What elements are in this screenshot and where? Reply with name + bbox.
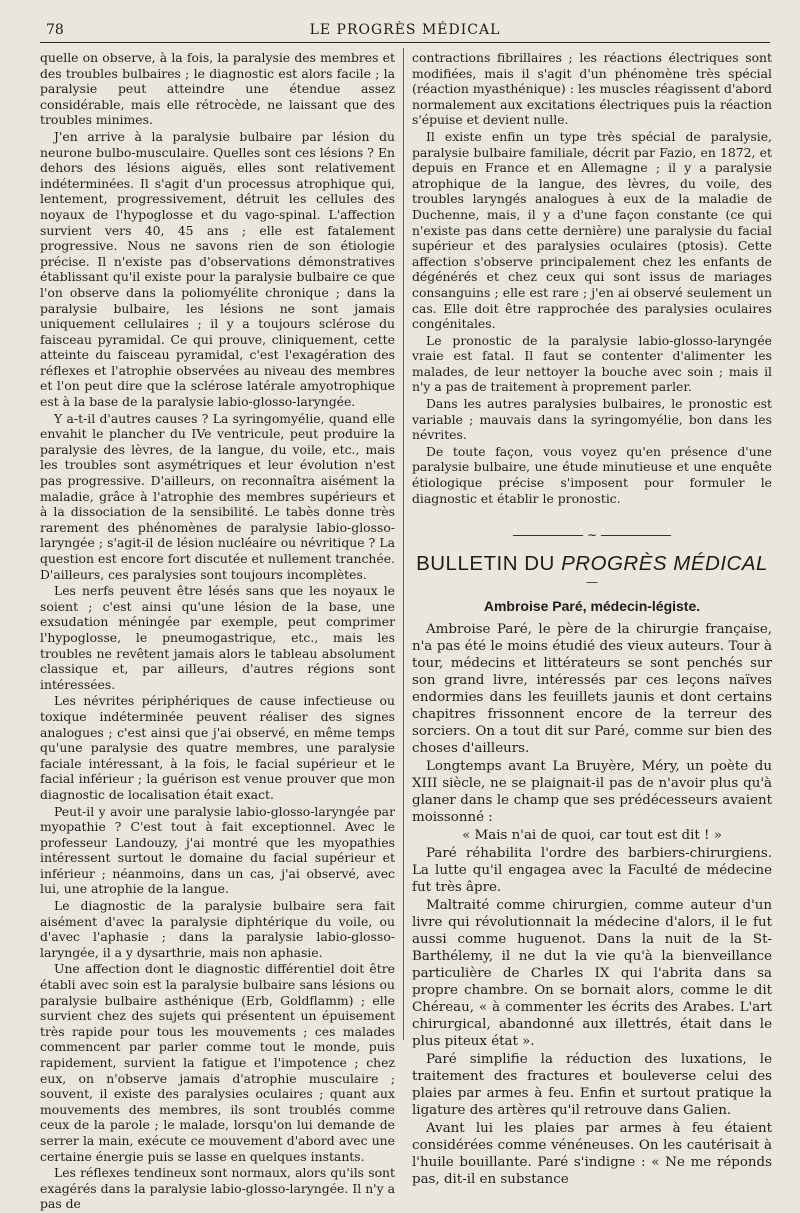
paragraph: Ambroise Paré, le père de la chirurgie française, n'a pas été le moins étudié des vieux auteurs. Tour à tour, médecins et littérateurs se sont penchés sur son grand livre, intéressés par ces leçons naïves endormies dans les feuillets jaunis et dont certains chapitres frissonnent encore de la terreur des sorciers. On a tout dit sur Paré, comme sur bien des choses d'ailleurs.: [412, 621, 772, 756]
paragraph: Peut-il y avoir une paralysie labio-glosso-laryngée par myopathie ? C'est tout à fait exceptionnel. Avec le professeur Landouzy, j'ai montré que les myopathies intéressent surtout le domaine du facial supérieur et inférieur ; néanmoins, dans un cas, j'ai observé, avec lui, une atrophie de la langue.: [40, 803, 395, 897]
paragraph: contractions fibrillaires ; les réactions électriques sont modifiées, mais il s'agit d'un phénomène très spécial (réaction myasthénique) : les muscles réagissent d'abord normalement aux excitations électriques puis la réaction s'épuise et devient nulle.: [412, 50, 772, 128]
paragraph: Maltraité comme chirurgien, comme auteur d'un livre qui révolutionnait la médecine d'alors, il le fut aussi comme huguenot. Dans la nuit de la St-Barthélemy, il ne dut la vie qu'à la bienveillance particulière de Charles IX qui l'abrita dans sa propre chambre. On se bornait alors, comme le dit Chéreau, « à commenter les écrits des Arabes. L'art chirurgical, abandonné aux illettrés, était dans le plus piteux état ».: [412, 897, 772, 1049]
paragraph: De toute façon, vous voyez qu'en présence d'une paralysie bulbaire, une étude minutieuse et une enquête étiologique précise s'imposent pour formuler le diagnostic et établir le pronostic.: [412, 443, 772, 506]
left-column: [40, 50, 395, 1213]
journal-title: LE PROGRÈS MÉDICAL: [309, 22, 501, 38]
paragraph: Le diagnostic de la paralysie bulbaire sera fait aisément d'avec la paralysie diphtérique du voile, ou d'avec l'aphasie ; dans la paralysie labio-glosso-laryngée, il a y dysarthrie, mais non aphasie.: [40, 898, 395, 960]
paragraph: Longtemps avant La Bruyère, Méry, un poète du XIII siècle, ne se plaignait-il pas de n'avoir plus qu'à glaner dans le champ que ses prédécesseurs avaient moissonné :: [412, 758, 772, 825]
header-rule: [40, 42, 770, 43]
paragraph: Une affection dont le diagnostic différentiel doit être établi avec soin est la paralysie bulbaire sans lésions ou paralysie bulbaire asthénique (Erb, Goldflamm) ; elle survient chez des sujets qui présentent un épuisement très rapide pour tous les mouvements ; ces malades commencent par parler comme tout le monde, puis rapidement, survient la fatigue et l'impotence ; chez eux, on n'observe jamais d'atrophie musculaire ; souvent, il existe des paralysies oculaires ; quant aux mouvements des membres, ils sont troublés comme ceux de la parole ; le malade, lorsqu'on lui demande de serrer la main, exécute ce mouvement d'abord avec une certaine énergie puis se lasse en quelques instants.: [40, 961, 395, 1164]
paragraph: quelle on observe, à la fois, la paralysie des membres et des troubles bulbaires ; le diagnostic est alors facile ; la paralysie peut atteindre une étendue assez considérable, mais elle rétrocède, ne laissant que des troubles minimes.: [40, 50, 395, 128]
page-number: 78: [46, 22, 64, 38]
bulletin-heading: [412, 551, 772, 575]
bulletin-heading-prefix: BULLETIN DU: [416, 551, 562, 575]
paragraph: Avant lui les plaies par armes à feu étaient considérées comme vénéneuses. On les cautérisait à l'huile bouillante. Paré s'indigne : « Ne me réponds pas, dit-il en substance: [412, 1120, 772, 1187]
article-title: Ambroise Paré, médecin-légiste.: [483, 598, 701, 614]
paragraph: Les réflexes tendineux sont normaux, alors qu'ils sont exagérés dans la paralysie labio-glosso-laryngée. Il n'y a pas de: [40, 1165, 395, 1212]
paragraph: Il existe enfin un type très spécial de paralysie, paralysie bulbaire familiale, décrit par Fazio, en 1872, et depuis en France et en Allemagne ; il y a paralysie atrophique de la langue, des lèvres, du voile, des troubles laryngés analogues à eux de la maladie de Duchenne, mais, il y a d'une façon constante (ce qui n'existe pas dans cette dernière) une paralysie du facial supérieur et des paralysies oculaires (ptosis). Cette affection s'observe principalement chez les enfants de dégénérés et chez ceux qui sont issus de mariages consanguins ; elle est rare ; j'en ai observé seulement un cas. Elle doit être rapprochée des paralysies oculaires congénitales.: [412, 128, 772, 332]
section-ornament: ∼: [412, 528, 772, 544]
paragraph: Paré simplifie la réduction des luxations, le traitement des fractures et bouleverse celui des plaies par armes à feu. Enfin et surtout pratique la ligature des artères qu'il retrouve dans Galien.: [412, 1051, 772, 1118]
paragraph: Le pronostic de la paralysie labio-glosso-laryngée vraie est fatal. Il faut se contenter d'alimenter les malades, de leur nettoyer la bouche avec soin ; mais il n'y a pas de traitement à proprement parler.: [412, 332, 772, 395]
column-divider: [403, 48, 404, 1040]
page-header: [40, 20, 770, 42]
right-column: [412, 50, 772, 1189]
paragraph: Les névrites périphériques de cause infectieuse ou toxique indéterminée peuvent réaliser des signes analogues ; c'est ainsi que j'ai observé, en même temps qu'une paralysie des quatre membres, une paralysie faciale intéressant, à la fois, le facial supérieur et le facial inférieur ; la guérison est venue prouver que mon diagnostic de localisation était exact.: [40, 693, 395, 802]
heading-dash: —: [586, 575, 598, 590]
quote: « Mais n'ai de quoi, car tout est dit ! »: [462, 827, 722, 843]
paragraph: Dans les autres paralysies bulbaires, le pronostic est variable ; mauvais dans la syringomyélie, bon dans les névrites.: [412, 396, 772, 443]
bulletin-heading-italic: PROGRÈS MÉDICAL: [561, 551, 768, 575]
article-body: [412, 621, 772, 1188]
paragraph: Paré réhabilita l'ordre des barbiers-chirurgiens. La lutte qu'il engagea avec la Faculté de médecine fut très âpre.: [412, 845, 772, 895]
paragraph: Les nerfs peuvent être lésés sans que les noyaux le soient ; c'est ainsi qu'une lésion de la base, une exsudation méningée par exemple, peut comprimer l'hypoglosse, le pneumogastrique, etc., mais les troubles ne revêtent jamais alors le tableau absolument classique et, par ailleurs, d'autres régions sont intéressées.: [40, 583, 395, 692]
paragraph: Y a-t-il d'autres causes ? La syringomyélie, quand elle envahit le plancher du IVe ventricule, peut produire la paralysie des lèvres, de la langue, du voile, etc., mais les troubles sont asymétriques et leur évolution n'est pas progressive. D'ailleurs, on reconnaîtra aisément la maladie, grâce à l'atrophie des membres supérieurs et à la dissociation de la sensibilité. Le tabès donne très rarement des phénomènes de paralysie labio-glosso-laryngée ; s'agit-il de lésion nucléaire ou névritique ? La question est encore fort discutée et nullement tranchée. D'ailleurs, ces paralysies sont toujours incomplètes.: [40, 410, 395, 582]
paragraph: J'en arrive à la paralysie bulbaire par lésion du neurone bulbo-musculaire. Quelles sont ces lésions ? En dehors des lésions aiguës, elles sont relativement indéterminées. Il s'agit d'un processus atrophique qui, lentement, progressivement, détruit les cellules des noyaux de l'hypoglosse et du vago-spinal. L'affection survient vers 40, 45 ans ; elle est fatalement progressive. Nous ne savons rien de son étiologie précise. Il n'existe pas d'observations démonstratives établissant qu'il existe pour la paralysie bulbaire ce que l'on observe dans la poliomyélite chronique ; dans la paralysie bulbaire, les lésions ne sont jamais uniquement cellulaires ; il y a toujours sclérose du faisceau pyramidal. Ce qui prouve, cliniquement, cette atteinte du faisceau pyramidal, c'est l'exagération des réflexes et l'atrophie observées au niveau des membres et l'on peut dire que la sclérose latérale amyotrophique est à la base de la paralysie labio-glosso-laryngée.: [40, 128, 395, 410]
